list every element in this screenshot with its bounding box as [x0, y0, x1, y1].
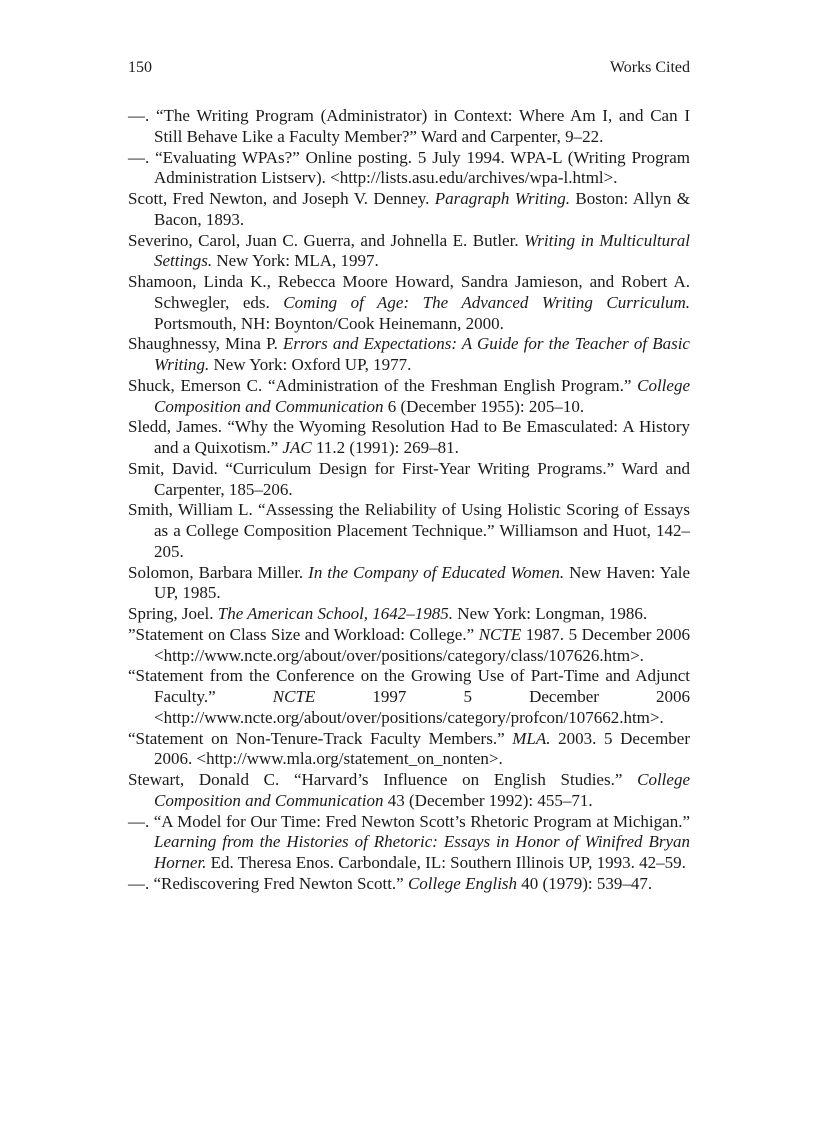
- citation-text: 11.2 (1991): 269–81.: [311, 438, 459, 457]
- citation-entry: [128, 106, 690, 148]
- citation-entry: [128, 376, 690, 418]
- citation-text: New York: MLA, 1997.: [212, 251, 379, 271]
- works-cited-list: [128, 106, 690, 895]
- citation-entry: [128, 812, 690, 874]
- citation-entry: [128, 604, 690, 625]
- citation-text: 6 (December 1955): 205–10.: [383, 396, 585, 416]
- citation-text: Severino, Carol, Juan C. Guerra, and Johnella E. Butler.: [128, 230, 525, 250]
- citation-entry: [128, 459, 690, 501]
- citation-text: Shuck, Emerson C. “Administration of the Freshman English Program.”: [128, 375, 638, 395]
- citation-text: Shaughnessy, Mina P.: [128, 334, 284, 354]
- citation-title: Learning from the Histories of Rhetoric: Essays in Honor of Winifred Bryan Horner.: [154, 832, 690, 872]
- page-number: 150: [128, 59, 152, 76]
- citation-title: JAC: [282, 438, 312, 457]
- citation-entry: [128, 148, 690, 190]
- citation-text: Sledd, James. “Why the Wyoming Resolution Had to Be Emasculated: A History and a Quixotism.”: [128, 417, 690, 457]
- citation-entry: [128, 625, 690, 667]
- section-title: Works Cited: [609, 59, 690, 76]
- citation-title: The American School, 1642–1985.: [217, 604, 454, 623]
- citation-text: —. “A Model for Our Time: Fred Newton Scott’s Rhetoric Program at Michigan.”: [128, 811, 690, 831]
- citation-text: Smit, David. “Curriculum Design for First-Year Writing Programs.” Ward and Carpenter, 185–206.: [128, 458, 690, 499]
- citation-entry: [128, 500, 690, 562]
- citation-entry: [128, 272, 690, 334]
- citation-text: “Statement from the Conference on the Growing Use of Part-Time and Adjunct Faculty.”: [128, 666, 690, 706]
- citation-text: —. “Evaluating WPAs?” Online posting. 5 July 1994. WPA-L (Writing Program Administration Listserv). <http://lists.asu.edu/archives/wpa-l.html>.: [128, 147, 690, 188]
- citation-title: MLA.: [512, 728, 551, 748]
- citation-entry: [128, 666, 690, 728]
- citation-text: Ed. Theresa Enos. Carbondale, IL: Southern Illinois UP, 1993. 42–59.: [206, 853, 686, 872]
- citation-entry: [128, 874, 690, 895]
- citation-title: In the Company of Educated Women.: [308, 562, 565, 582]
- citation-text: Smith, William L. “Assessing the Reliability of Using Holistic Scoring of Essays as a College Composition Placement Technique.” Williamson and Huot, 142–205.: [128, 500, 690, 561]
- citation-title: College Composition and Communication: [154, 375, 690, 416]
- citation-title: Errors and Expectations: A Guide for the Teacher of Basic Writing.: [154, 334, 690, 374]
- citation-text: 1997 5 December 2006 <http://www.ncte.org/about/over/positions/category/profcon/107662.htm>.: [154, 687, 691, 727]
- citation-text: ”Statement on Class Size and Workload: College.”: [128, 624, 479, 644]
- citation-text: Stewart, Donald C. “Harvard’s Influence on English Studies.”: [128, 770, 638, 789]
- citation-entry: [128, 417, 690, 459]
- citation-title: Coming of Age: The Advanced Writing Curriculum.: [283, 292, 691, 312]
- citation-text: Portsmouth, NH: Boynton/Cook Heinemann, 2000.: [154, 313, 504, 333]
- citation-text: New York: Oxford UP, 1977.: [209, 355, 412, 374]
- citation-title: Paragraph Writing.: [434, 189, 571, 208]
- citation-title: College Composition and Communication: [154, 770, 690, 810]
- citation-text: 1987. 5 December 2006 <http://www.ncte.org/about/over/positions/category/class/107626.htm>.: [154, 624, 691, 665]
- citation-entry: [128, 334, 690, 376]
- citation-entry: [128, 770, 690, 812]
- citation-text: Spring, Joel.: [128, 604, 218, 623]
- citation-text: “Statement on Non-Tenure-Track Faculty Members.”: [128, 728, 513, 748]
- citation-entry: [128, 563, 690, 605]
- citation-text: 2003. 5 December 2006. <http://www.mla.org/statement_on_nonten>.: [154, 728, 691, 769]
- citation-text: 40 (1979): 539–47.: [517, 873, 653, 893]
- citation-text: New York: Longman, 1986.: [453, 604, 648, 623]
- running-head: [128, 58, 690, 78]
- citation-text: New Haven: Yale UP, 1985.: [154, 562, 691, 603]
- citation-title: College English: [407, 873, 518, 893]
- citation-text: Shamoon, Linda K., Rebecca Moore Howard, Sandra Jamieson, and Robert A. Schwegler, eds.: [128, 272, 690, 312]
- citation-text: —. “The Writing Program (Administrator) in Context: Where Am I, and Can I Still Behave Like a Faculty Member?” Ward and Carpenter, 9–22.: [128, 106, 690, 146]
- citation-title: NCTE: [478, 624, 522, 644]
- citation-text: Boston: Allyn & Bacon, 1893.: [154, 189, 690, 229]
- citation-entry: [128, 729, 690, 771]
- citation-title: NCTE: [272, 687, 316, 706]
- citation-text: 43 (December 1992): 455–71.: [383, 790, 593, 810]
- citation-entry: [128, 189, 690, 231]
- citation-text: Solomon, Barbara Miller.: [128, 562, 309, 582]
- citation-text: —. “Rediscovering Fred Newton Scott.”: [128, 873, 408, 893]
- citation-entry: [128, 231, 690, 273]
- citation-text: Scott, Fred Newton, and Joseph V. Denney.: [128, 189, 435, 208]
- citation-title: Writing in Multicultural Settings.: [154, 230, 690, 271]
